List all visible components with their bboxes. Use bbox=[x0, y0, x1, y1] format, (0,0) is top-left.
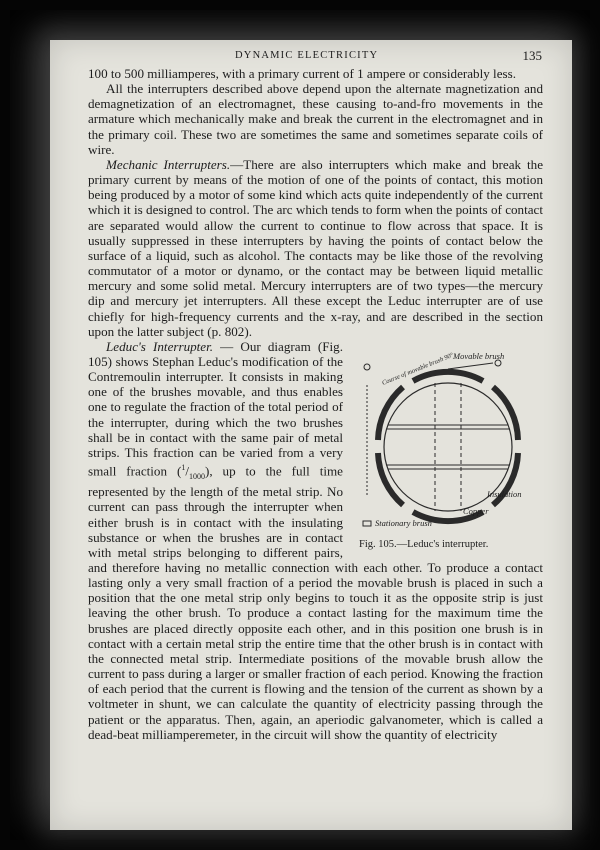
paragraph-mechanic-text: There are also interrupters which make and break the primary current by means of the motion of one of the points of contact, this motion being produced by a motor of some kind which acts quite independently of the current which it is designed to control. The arc which tends to form when the points of contact are separated would allow the current to continue to flow across that space. It is usually suppressed in these interrupters by having the points of contact below the surface of a liquid, such as alcohol. The contacts may be like those of the revolving commutator of a motor or dynamo, or the contact may be between liquid metallic mercury and some solid metal. Mercury interrupters are of two types—the mercury dip and mercury jet interrupters. All these except the Leduc interrupter are of use chiefly for high-frequency currents and the x-ray, and are described in the section upon the latter subject (p. 802). bbox=[88, 156, 544, 339]
metal-strip-left-lower bbox=[378, 453, 403, 505]
metal-strip-right-upper bbox=[493, 387, 518, 440]
label-course: Course of movable brush 90° bbox=[381, 351, 455, 387]
paragraph-interrupters: All the interrupters described above depend upon the alternate magnetization and demagnetization of an electromagnet, these causing to-and-fro movements in the armature which mechanically make and break the current in the electromagnet and in the primary coil. These two are sometimes the same and sometimes separate coils of wire. bbox=[88, 81, 543, 157]
paragraph-continued: 100 to 500 milliamperes, with a primary current of 1 ampere or considerably less. bbox=[88, 66, 516, 81]
figure-caption: Fig. 105.—Leduc's interrupter. bbox=[359, 538, 489, 550]
book-page bbox=[50, 40, 572, 830]
heading-mechanic: Mechanic Interrupters. bbox=[106, 156, 231, 172]
metal-strip-left-upper bbox=[378, 387, 403, 440]
photo-frame bbox=[10, 10, 590, 840]
paragraph-mechanic: Mechanic Interrupters.—There are also interrupters which make and break the primary current by means of the motion of one of the points of contact, this motion being produced by a motor of some kind which acts quite independently of the current which it is designed to control. The arc which tends to form when the points of contact are separated would allow the current to continue to flow across that space. It is usually suppressed in these interrupters by having the points of contact below the surface of a liquid, such as alcohol. The contacts may be like those of the revolving commutator of a motor or dynamo, or the contact may be between liquid metallic mercury and some solid metal. Mercury interrupters are of two types—the mercury dip and mercury jet interrupters. All these except the Leduc interrupter are of use chiefly for high-frequency currents and the x-ray, and are described in the section upon the latter subject (p. 802). bbox=[88, 156, 544, 339]
label-stationary-brush: Stationary brush bbox=[375, 517, 432, 528]
figure-105 bbox=[353, 345, 543, 553]
running-title: DYNAMIC ELECTRICITY bbox=[235, 50, 379, 61]
paragraph-leduc: Leduc's Interrupter. — Our diagram (Fig. 105) shows Stephan Leduc's modification of the Contremoulin interrupter. It consists in making one of the brushes movable, and thus enables one to regulate the fraction of the total period of the interrupter, during which the two brushes shall be in contact with the same pair of metal strips. This fraction can be varied from a very small fraction $(^1/_{1000})$, up to the full time represented by the length of the metal strip. No current can pass through the interrupter when either brush is in contact with the insulating substance or when the brushes are in contact with metal strips belonging to different pairs, and therefore having no metallic connection with each other. To produce a contact lasting only a very small fraction of a period the movable brush is placed in such a position that the one metal strip only begins to touch it as the opposite strip is just leaving the other brush. To produce a contact lasting for the maximum time the brushes are placed directly opposite each other, and in this position one brush is in contact with a certain metal strip the entire time that the other brush is in contact with the connected metal strip. Intermediate positions of the movable brush allow the current to pass during a larger or smaller fraction of each period. Knowing the fraction of each period that the current is flowing and the tension of the current as shown by a voltmeter in shunt, we can calculate the quantity of electricity passing through the patient or the apparatus. Then, again, an aperiodic galvanometer, which is called a dead-beat milliamperemeter, in the circuit will show the quantity of electricity bbox=[88, 338, 543, 742]
fraction-numerator: 1 bbox=[181, 463, 186, 473]
fraction-denominator: 1000 bbox=[188, 472, 205, 482]
leduc-diagram bbox=[353, 345, 543, 535]
page-header bbox=[50, 48, 572, 64]
label-copper: Copper bbox=[463, 505, 489, 516]
paragraph-leduc-text-cont: ), up to the full time represented by the length of the metal strip. No current can pass through the interrupter when either brush is in contact with the insulating substance or when the brushes are in contact with metal strips belonging to different pairs, and therefore having no metallic connection with each other. To produce a contact lasting only a very small fraction of a period the movable brush is placed in such a position that the one metal strip only begins to touch it as the opposite strip is just leaving the other brush. To produce a contact lasting for the maximum time the brushes are placed directly opposite each other, and in this position one brush is in contact with a certain metal strip the entire time that the other brush is in contact with the connected metal strip. Intermediate positions of the movable brush allow the current to pass during a larger or smaller fraction of each period. Knowing the fraction of each period that the current is flowing and the tension of the current as shown by a voltmeter in shunt, we can calculate the quantity of electricity passing through the patient or the apparatus. Then, again, an aperiodic galvanometer, which is called a dead-beat milliamperemeter, in the circuit will show the quantity of electricity bbox=[88, 463, 543, 742]
metal-strip-top bbox=[413, 372, 483, 381]
body-text bbox=[88, 66, 543, 742]
label-movable-brush: Movable brush bbox=[453, 350, 505, 361]
page-number: 135 bbox=[522, 48, 542, 63]
label-insulation: Insulation bbox=[487, 488, 522, 499]
heading-leduc: Leduc's Interrupter. bbox=[106, 338, 214, 354]
paragraph-leduc-text: Our diagram (Fig. 105) shows Stephan Leduc's modification of the Contremoulin interrupter. It consists in making one of the brushes movable, and thus enables one to regulate the fraction of the total period of the interrupter, during which the two brushes shall be in contact with the same pair of metal strips. This fraction can be varied from a very small fraction ( bbox=[88, 338, 343, 479]
